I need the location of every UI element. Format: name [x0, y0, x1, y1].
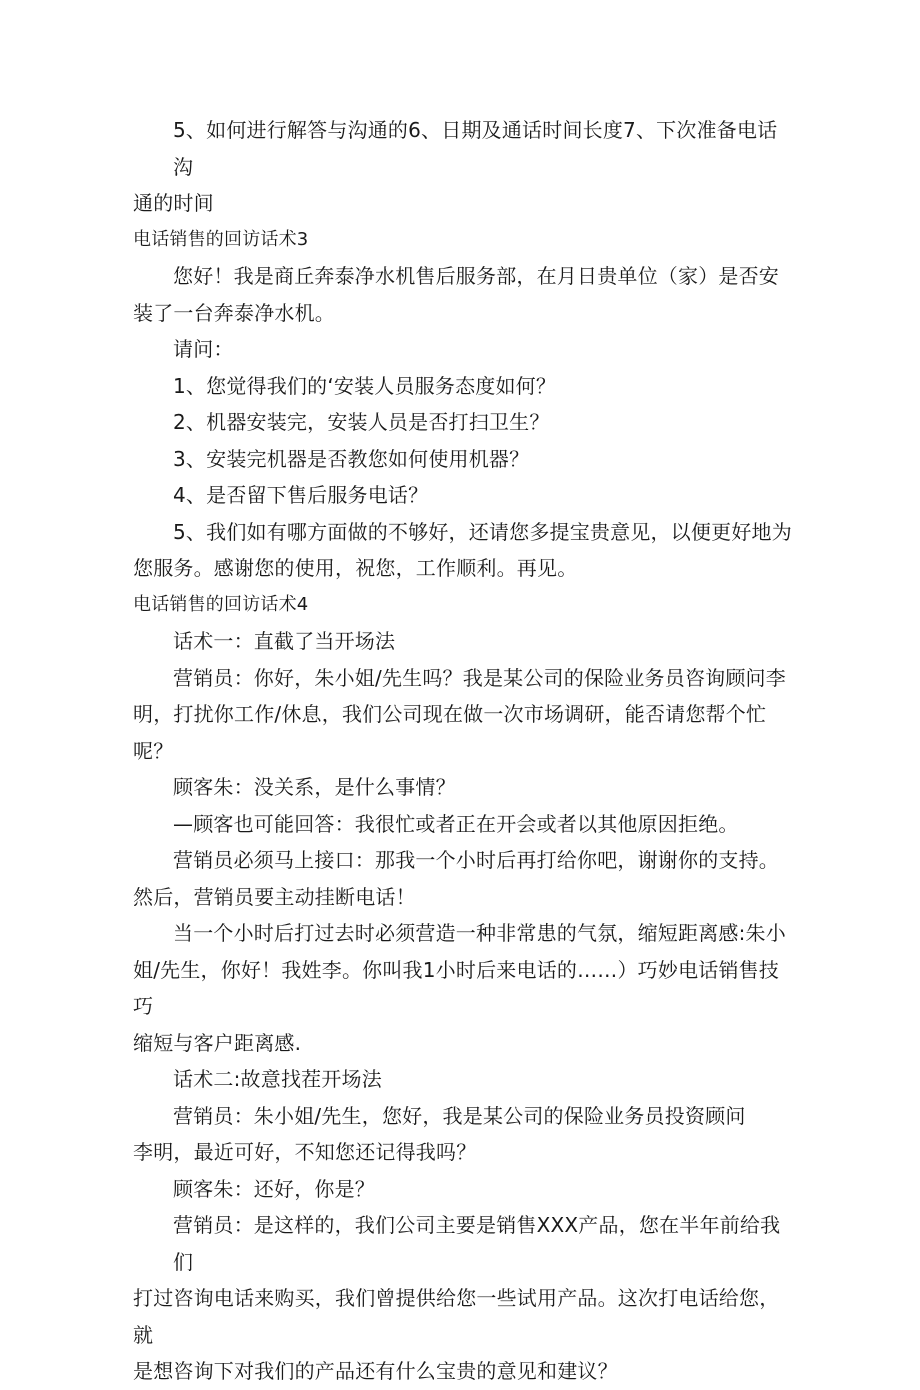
- section-heading: 电话销售的回访话术3: [133, 228, 309, 250]
- text-line: 顾客朱：还好，你是？: [173, 1176, 375, 1201]
- text-line: 营销员：是这样的，我们公司主要是销售XXX产品，您在半年前给我们: [173, 1213, 781, 1274]
- text-line: 营销员：朱小姐/先生，您好，我是某公司的保险业务员投资顾问: [173, 1103, 746, 1128]
- text-line: 通的时间: [133, 191, 214, 215]
- text-line: 5、我们如有哪方面做的不够好，还请您多提宝贵意见，以便更好地为: [173, 519, 792, 544]
- text-line: 装了一台奔泰净水机。: [133, 300, 335, 325]
- text-line: 3、安装完机器是否教您如何使用机器？: [173, 446, 530, 471]
- text-line: 1、您觉得我们的‘安装人员服务态度如何？: [173, 373, 557, 398]
- text-line: 李明，最近可好，不知您还记得我吗？: [133, 1140, 477, 1164]
- text-line: 当一个小时后打过去时必须营造一种非常患的气氛，缩短距离感:朱小: [173, 921, 786, 945]
- text-line: 话术一：直截了当开场法: [173, 629, 396, 653]
- text-line: 是想咨询下对我们的产品还有什么宝贵的意见和建议？: [133, 1359, 618, 1383]
- text-line: 5、如何进行解答与沟通的6、日期及通话时间长度7、下次准备电话沟: [173, 118, 778, 179]
- text-line: 您服务。感谢您的使用，祝您，工作顺利。再见。: [133, 556, 578, 580]
- text-line: 顾客朱：没关系，是什么事情？: [173, 775, 456, 799]
- text-line: 营销员必须马上接口：那我一个小时后再打给你吧，谢谢你的支持。: [173, 848, 779, 872]
- text-line: 缩短与客户距离感.: [133, 1030, 302, 1055]
- text-line: 2、机器安装完，安装人员是否打扫卫生？: [173, 410, 550, 434]
- text-line: 4、是否留下售后服务电话？: [173, 483, 429, 507]
- text-line: 打过咨询电话来购买，我们曾提供给您一些试用产品。这次打电话给您，就: [133, 1286, 780, 1347]
- section-heading: 电话销售的回访话术4: [133, 593, 309, 615]
- text-line: 营销员：你好，朱小姐/先生吗？我是某公司的保险业务员咨询顾问李: [173, 665, 786, 690]
- text-line: 明，打扰你工作/休息，我们公司现在做一次市场调研，能否请您帮个忙呢？: [133, 702, 767, 763]
- text-line: 您好！我是商丘奔泰净水机售后服务部，在月日贵单位（家）是否安: [173, 264, 779, 288]
- text-line: 请问：: [173, 337, 234, 361]
- text-line: —顾客也可能回答：我很忙或者正在开会或者以其他原因拒绝。: [173, 811, 739, 836]
- text-line: 话术二:故意找茬开场法: [173, 1067, 382, 1091]
- text-line: 姐/先生，你好！我姓李。你叫我1小时后来电话的……）巧妙电话销售技巧: [133, 957, 780, 1018]
- document-page: [133, 112, 795, 1390]
- text-line: 然后，营销员要主动挂断电话！: [133, 884, 416, 909]
